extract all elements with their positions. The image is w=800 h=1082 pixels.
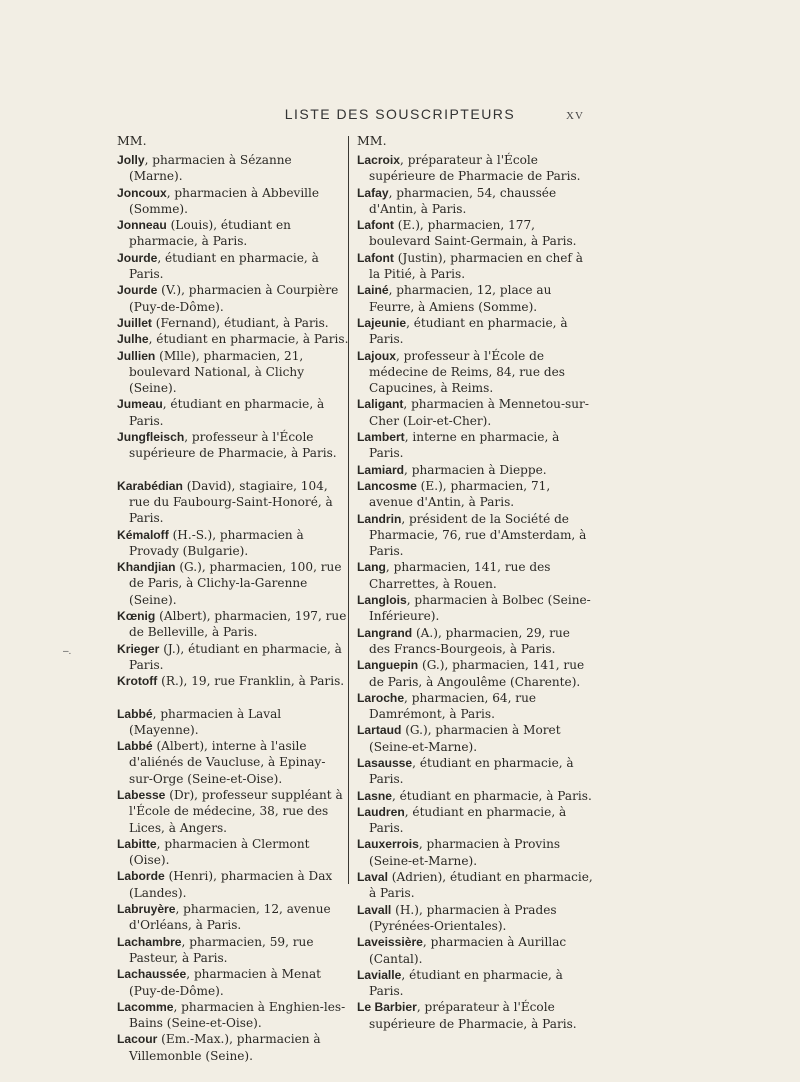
subscriber-entry <box>357 282 593 315</box>
subscriber-details: , pharmacien, 141, rue des Charrettes, à Rouen. <box>369 560 551 591</box>
section-gap <box>117 690 349 706</box>
subscriber-name: Laligant <box>357 397 404 412</box>
left-entry-list <box>117 152 349 1064</box>
subscriber-name: Lasne <box>357 788 392 803</box>
subscriber-details: (Fernand), étudiant, à Paris. <box>151 315 329 330</box>
subscriber-name: Laroche <box>357 690 405 705</box>
subscriber-details: (David), stagiaire, 104, rue du Faubourg-Saint-Honoré, à Paris. <box>129 478 333 526</box>
subscriber-entry <box>357 902 593 935</box>
subscriber-entry <box>357 592 593 625</box>
subscriber-name: Lacour <box>117 1032 158 1047</box>
subscriber-entry <box>357 429 593 462</box>
subscriber-details: , président de la Société de Pharmacie, 76, rue d'Amsterdam, à Paris. <box>369 511 587 559</box>
column-divider <box>348 136 349 884</box>
subscriber-entry <box>117 836 349 869</box>
subscriber-details: , professeur à l'École de médecine de Reims, 84, rue des Capucines, à Reims. <box>369 348 565 396</box>
subscriber-entry <box>117 315 349 331</box>
subscriber-name: Laveissière <box>357 935 423 950</box>
subscriber-name: Lajeunie <box>357 315 407 330</box>
subscriber-entry <box>117 527 349 560</box>
subscriber-details: (E.), pharmacien, 177, boulevard Saint-Germain, à Paris. <box>369 218 577 249</box>
subscriber-entry <box>117 787 349 836</box>
subscriber-details: (J.), étudiant en pharmacie, à Paris. <box>129 641 342 672</box>
subscriber-entry <box>357 478 593 511</box>
subscriber-details: , pharmacien à Aurillac (Cantal). <box>369 935 567 966</box>
subscriber-details: , pharmacien, 54, chaussée d'Antin, à Paris. <box>369 185 557 216</box>
subscriber-entry <box>357 250 593 283</box>
subscriber-entry <box>117 282 349 315</box>
subscriber-details: , pharmacien à Abbeville (Somme). <box>129 185 320 216</box>
subscriber-details: , étudiant en pharmacie, à Paris. <box>129 397 325 428</box>
subscriber-name: Labruyère <box>117 902 176 917</box>
subscriber-name: Juillet <box>117 315 152 330</box>
subscriber-entry <box>117 706 349 739</box>
subscriber-name: Le Barbier <box>357 1000 417 1015</box>
subscriber-details: , étudiant en pharmacie, à Paris. <box>369 804 567 836</box>
subscriber-name: Karabédian <box>117 478 183 493</box>
subscriber-entry <box>357 755 593 788</box>
subscriber-entry <box>357 625 593 658</box>
subscriber-entry <box>117 999 349 1032</box>
subscriber-entry <box>357 462 593 478</box>
subscriber-name: Langlois <box>357 593 407 608</box>
subscriber-name: Jumeau <box>117 397 163 412</box>
subscriber-entry <box>117 478 349 527</box>
subscriber-name: Lamiard <box>357 462 405 477</box>
subscriber-name: Laborde <box>117 869 165 884</box>
subscriber-name: Languepin <box>357 658 419 673</box>
subscriber-name: Lavialle <box>357 967 402 982</box>
subscriber-name: Kœnig <box>117 609 156 624</box>
subscriber-details: (G.), pharmacien, 141, rue de Paris, à Angoulême (Charente). <box>369 658 585 689</box>
subscriber-name: Lafont <box>357 218 394 233</box>
subscriber-name: Jonneau <box>117 218 167 233</box>
subscriber-name: Laudren <box>357 804 405 819</box>
subscriber-name: Laval <box>357 870 388 885</box>
subscriber-entry <box>357 967 593 1000</box>
subscriber-details: (Dr), professeur suppléant à l'École de médecine, 38, rue des Lices, à Angers. <box>129 787 343 835</box>
subscriber-name: Jungfleisch <box>117 430 185 445</box>
subscriber-name: Lafont <box>357 250 394 265</box>
subscriber-entry <box>357 804 593 837</box>
subscriber-details: (Albert), pharmacien, 197, rue de Belleville, à Paris. <box>129 609 347 640</box>
subscriber-entry <box>117 250 349 283</box>
subscriber-details: (V.), pharmacien à Courpière (Puy-de-Dôme). <box>129 283 339 314</box>
subscriber-name: Lavall <box>357 902 392 917</box>
subscriber-name: Labesse <box>117 787 166 802</box>
subscriber-name: Lang <box>357 560 386 575</box>
subscriber-details: (Adrien), étudiant en pharmacie, à Paris. <box>369 870 593 901</box>
subscriber-name: Julhe <box>117 332 149 347</box>
subscriber-details: (Albert), interne à l'asile d'aliénés de Vaucluse, à Epinay-sur-Orge (Seine-et-Oise). <box>129 739 326 786</box>
subscriber-name: Landrin <box>357 511 402 526</box>
subscriber-name: Kémaloff <box>117 527 169 542</box>
subscriber-details: (Henri), pharmacien à Dax (Landes). <box>129 869 333 900</box>
subscriber-details: , interne en pharmacie, à Paris. <box>369 430 560 461</box>
subscriber-entry <box>117 608 349 641</box>
right-column <box>357 133 593 1032</box>
subscriber-details: (Mlle), pharmacien, 21, boulevard National, à Clichy (Seine). <box>129 348 305 396</box>
subscriber-name: Jourde <box>117 283 158 298</box>
subscriber-name: Lachaussée <box>117 967 187 982</box>
subscriber-details: , pharmacien à Enghien-les-Bains (Seine-et-Oise). <box>129 999 346 1031</box>
subscriber-details: (G.), pharmacien, 100, rue de Paris, à Clichy-la-Garenne (Seine). <box>129 560 342 607</box>
subscriber-entry <box>117 559 349 608</box>
subscriber-entry <box>357 348 593 397</box>
subscriber-entry <box>117 901 349 934</box>
subscriber-entry <box>117 217 349 250</box>
subscriber-entry <box>357 869 593 902</box>
subscriber-details: , pharmacien, 12, avenue d'Orléans, à Paris. <box>129 902 331 933</box>
subscriber-entry <box>357 657 593 690</box>
subscriber-entry <box>117 641 349 674</box>
subscriber-details: , pharmacien à Mennetou-sur-Cher (Loir-et-Cher). <box>369 397 589 428</box>
subscriber-name: Lartaud <box>357 723 402 738</box>
subscriber-entry <box>117 185 349 218</box>
subscriber-details: (Justin), pharmacien en chef à la Pitié, à Paris. <box>369 250 583 282</box>
subscriber-details: , étudiant en pharmacie, à Paris. <box>129 250 319 282</box>
subscriber-details: , pharmacien à Dieppe. <box>404 462 547 477</box>
subscriber-name: Lauxerrois <box>357 837 419 852</box>
subscriber-entry <box>357 999 593 1032</box>
subscriber-entry <box>357 722 593 755</box>
subscriber-entry <box>357 396 593 429</box>
subscriber-entry <box>117 429 349 462</box>
subscriber-name: Labitte <box>117 836 157 851</box>
right-entry-list <box>357 152 593 1032</box>
column-heading: MM. <box>117 133 147 148</box>
subscriber-details: , pharmacien à Sézanne (Marne). <box>129 153 292 184</box>
subscriber-details: , professeur à l'École supérieure de Pharmacie, à Paris. <box>129 430 337 461</box>
subscriber-details: , pharmacien à Menat (Puy-de-Dôme). <box>129 967 322 998</box>
subscriber-name: Lambert <box>357 430 405 445</box>
subscriber-details: , étudiant en pharmacie, à Paris. <box>369 315 568 347</box>
subscriber-entry <box>357 511 593 560</box>
subscriber-name: Lasausse <box>357 755 413 770</box>
subscriber-details: , étudiant en pharmacie, à Paris. <box>369 967 563 999</box>
subscriber-entry <box>117 868 349 901</box>
subscriber-name: Langrand <box>357 625 413 640</box>
left-column <box>117 133 349 1064</box>
subscriber-details: , préparateur à l'École supérieure de Pharmacie de Paris. <box>369 153 581 184</box>
subscriber-entry <box>357 690 593 723</box>
subscriber-details: , pharmacien à Clermont (Oise). <box>129 836 310 868</box>
margin-mark: –. <box>63 646 72 657</box>
subscriber-details: , étudiant en pharmacie, à Paris. <box>391 788 592 803</box>
subscriber-name: Lancosme <box>357 478 417 493</box>
subscriber-entry <box>117 396 349 429</box>
subscriber-entry <box>117 348 349 397</box>
subscriber-entry <box>357 152 593 185</box>
subscriber-details: , pharmacien, 59, rue Pasteur, à Paris. <box>129 934 314 965</box>
subscriber-name: Jullien <box>117 348 156 363</box>
subscriber-details: , pharmacien, 64, rue Damrémont, à Paris. <box>369 690 537 722</box>
subscriber-name: Labbé <box>117 706 153 721</box>
subscriber-name: Khandjian <box>117 560 176 575</box>
subscriber-details: (H.), pharmacien à Prades (Pyrénées-Orientales). <box>369 902 557 933</box>
subscriber-name: Lajoux <box>357 348 396 363</box>
running-title: LISTE DES SOUSCRIPTEURS <box>284 106 516 122</box>
subscriber-details: , étudiant en pharmacie, à Paris. <box>369 755 574 787</box>
subscriber-entry <box>117 738 349 787</box>
subscriber-name: Lainé <box>357 283 389 298</box>
subscriber-details: (E.), pharmacien, 71, avenue d'Antin, à Paris. <box>369 478 551 510</box>
subscriber-name: Joncoux <box>117 185 167 200</box>
subscriber-details: (H.-S.), pharmacien à Provady (Bulgarie). <box>129 527 304 558</box>
subscriber-name: Labbé <box>117 739 153 754</box>
subscriber-entry <box>357 788 593 804</box>
subscriber-name: Krieger <box>117 641 160 656</box>
subscriber-details: , pharmacien à Bolbec (Seine-Inférieure). <box>369 593 591 624</box>
subscriber-details: , étudiant en pharmacie, à Paris. <box>148 332 349 347</box>
column-heading: MM. <box>357 133 387 148</box>
subscriber-entry <box>117 331 349 347</box>
subscriber-details: , pharmacien à Provins (Seine-et-Marne). <box>369 837 561 868</box>
section-gap <box>117 462 349 478</box>
subscriber-entry <box>117 673 349 689</box>
subscriber-entry <box>357 559 593 592</box>
subscriber-name: Lacroix <box>357 153 401 167</box>
subscriber-name: Jourde <box>117 250 158 265</box>
subscriber-entry <box>357 836 593 869</box>
page-number: XV <box>566 110 584 122</box>
subscriber-details: (Louis), étudiant en pharmacie, à Paris. <box>129 218 291 249</box>
subscriber-entry <box>117 152 349 185</box>
subscriber-entry <box>357 217 593 250</box>
subscriber-details: (Em.-Max.), pharmacien à Villemonble (Seine). <box>129 1032 321 1063</box>
subscriber-details: (A.), pharmacien, 29, rue des Francs-Bourgeois, à Paris. <box>369 625 570 656</box>
subscriber-entry <box>357 185 593 218</box>
subscriber-entry <box>117 1031 349 1064</box>
subscriber-details: (G.), pharmacien à Moret (Seine-et-Marne). <box>369 723 561 754</box>
subscriber-entry <box>117 934 349 967</box>
subscriber-details: , préparateur à l'École supérieure de Pharmacie, à Paris. <box>369 1000 577 1031</box>
subscriber-name: Lacomme <box>117 999 174 1014</box>
subscriber-name: Krotoff <box>117 674 158 689</box>
subscriber-details: , pharmacien, 12, place au Feurre, à Amiens (Somme). <box>369 283 552 314</box>
subscriber-name: Lafay <box>357 185 389 200</box>
subscriber-entry <box>357 315 593 348</box>
subscriber-details: (R.), 19, rue Franklin, à Paris. <box>157 674 345 689</box>
subscriber-details: , pharmacien à Laval (Mayenne). <box>129 706 282 737</box>
subscriber-entry <box>357 934 593 967</box>
subscriber-entry <box>117 966 349 999</box>
subscriber-name: Jolly <box>117 153 145 167</box>
subscriber-name: Lachambre <box>117 934 182 949</box>
